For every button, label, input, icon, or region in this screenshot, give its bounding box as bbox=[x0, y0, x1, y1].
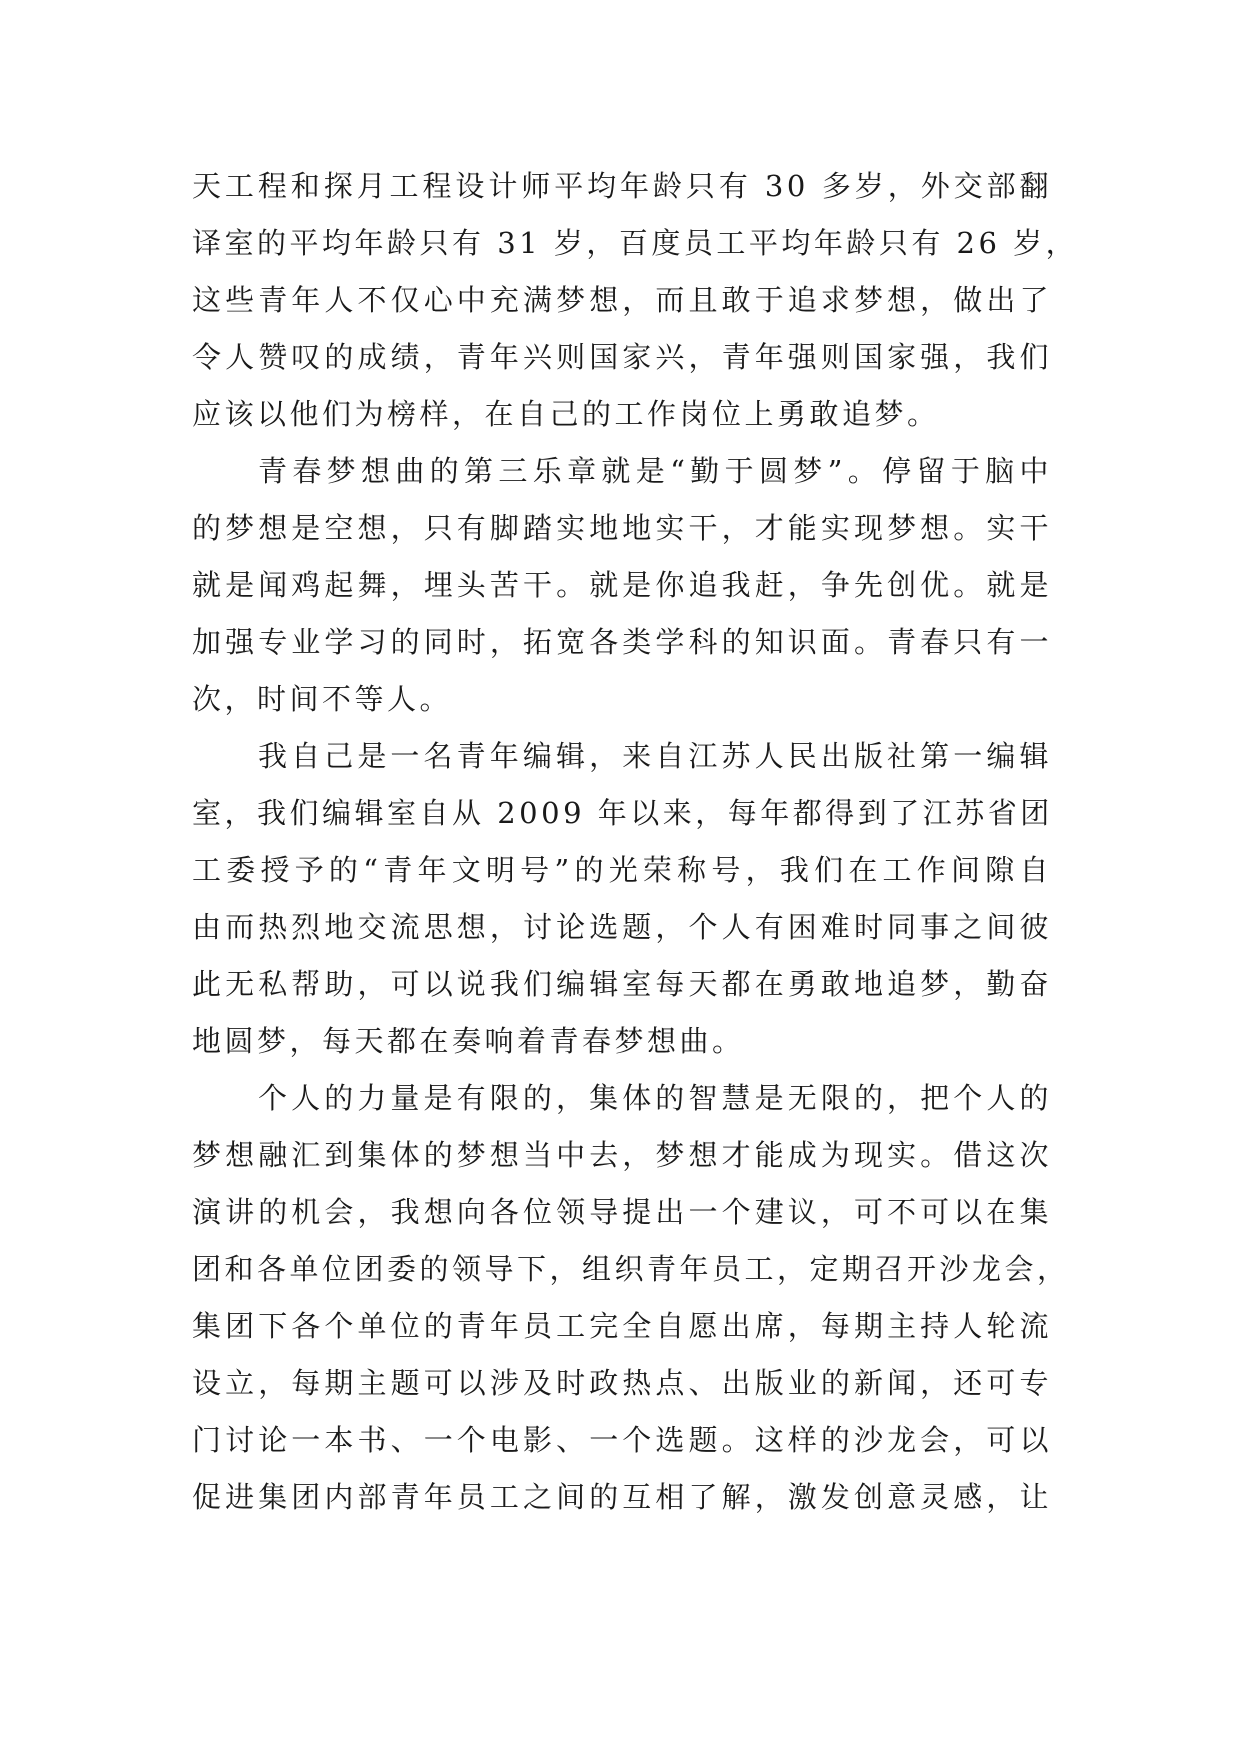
text-line: 译室的平均年龄只有 31 岁，百度员工平均年龄只有 26 岁， bbox=[192, 226, 1079, 260]
text-line: 天工程和探月工程设计师平均年龄只有 30 多岁，外交部翻 bbox=[192, 169, 1052, 203]
paragraph-first-line: 个人的力量是有限的，集体的智慧是无限的，把个人的 bbox=[258, 1081, 1052, 1115]
text-line: 集团下各个单位的青年员工完全自愿出席，每期主持人轮流 bbox=[192, 1309, 1052, 1343]
paragraph-first-line: 我自己是一名青年编辑，来自江苏人民出版社第一编辑 bbox=[258, 739, 1052, 773]
text-line: 地圆梦，每天都在奏响着青春梦想曲。 bbox=[192, 1024, 745, 1058]
text-line: 应该以他们为榜样，在自己的工作岗位上勇敢追梦。 bbox=[192, 397, 940, 431]
text-line: 工委授予的“青年文明号”的光荣称号，我们在工作间隙自 bbox=[192, 853, 1052, 887]
text-line: 次，时间不等人。 bbox=[192, 682, 453, 716]
document-body bbox=[192, 158, 1079, 1526]
text-line: 这些青年人不仅心中充满梦想，而且敢于追求梦想，做出了 bbox=[192, 283, 1052, 317]
text-line: 促进集团内部青年员工之间的互相了解，激发创意灵感，让 bbox=[192, 1480, 1052, 1514]
text-line: 的梦想是空想，只有脚踏实地地实干，才能实现梦想。实干 bbox=[192, 511, 1052, 545]
text-line: 门讨论一本书、一个电影、一个选题。这样的沙龙会，可以 bbox=[192, 1423, 1052, 1457]
paragraph-first-line: 青春梦想曲的第三乐章就是“勤于圆梦”。停留于脑中 bbox=[258, 454, 1052, 488]
text-line: 由而热烈地交流思想，讨论选题，个人有困难时同事之间彼 bbox=[192, 910, 1052, 944]
text-line: 就是闻鸡起舞，埋头苦干。就是你追我赶，争先创优。就是 bbox=[192, 568, 1052, 602]
text-line: 演讲的机会，我想向各位领导提出一个建议，可不可以在集 bbox=[192, 1195, 1052, 1229]
text-line: 此无私帮助，可以说我们编辑室每天都在勇敢地追梦，勤奋 bbox=[192, 967, 1052, 1001]
text-line: 令人赞叹的成绩，青年兴则国家兴，青年强则国家强，我们 bbox=[192, 340, 1052, 374]
text-line: 加强专业学习的同时，拓宽各类学科的知识面。青春只有一 bbox=[192, 625, 1052, 659]
text-line: 梦想融汇到集体的梦想当中去，梦想才能成为现实。借这次 bbox=[192, 1138, 1052, 1172]
text-line: 团和各单位团委的领导下，组织青年员工，定期召开沙龙会， bbox=[192, 1252, 1070, 1286]
text-line: 设立，每期主题可以涉及时政热点、出版业的新闻，还可专 bbox=[192, 1366, 1052, 1400]
text-line: 室，我们编辑室自从 2009 年以来，每年都得到了江苏省团 bbox=[192, 796, 1053, 830]
